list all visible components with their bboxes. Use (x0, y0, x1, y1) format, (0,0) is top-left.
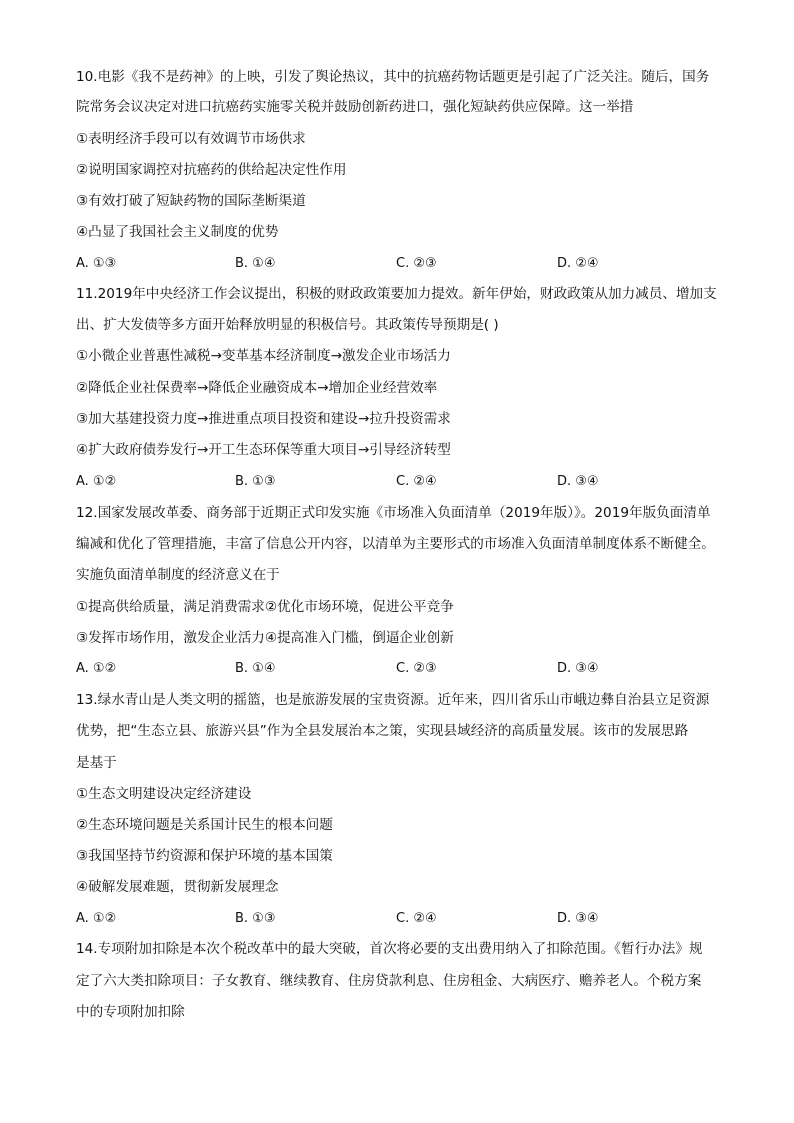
q12-option-d: D. ③④ (557, 661, 599, 676)
q12-stem-line-2: 编减和优化了管理措施，丰富了信息公开内容，以清单为主要形式的市场准入负面清单制度体系不断健全。 (76, 536, 715, 552)
q11-stem-line-1: 11.2019年中央经济工作会议提出，积极的财政政策要加力提效。新年伊始，财政政策从加力减员、增加支 (76, 286, 717, 302)
q13-item-2: ②生态环境问题是关系国计民生的根本问题 (76, 817, 333, 833)
q10-stem-line-2: 院常务会议决定对进口抗癌药实施零关税并鼓励创新药进口，强化短缺药供应保障。这一举措 (76, 99, 634, 115)
q11-option-b: B. ①③ (235, 474, 276, 489)
q13-item-1: ①生态文明建设决定经济建设 (76, 786, 252, 802)
q13-stem-line-1: 13.绿水青山是人类文明的摇篮，也是旅游发展的宝贵资源。近年来，四川省乐山市峨边彝自治县立足资源 (76, 692, 710, 708)
q13-options (76, 909, 721, 929)
q13-option-a: A. ①② (76, 911, 117, 926)
q11-item-3: ③加大基建投资力度→推进重点项目投资和建设→拉升投资需求 (76, 411, 451, 427)
q11-option-c: C. ②④ (396, 474, 437, 489)
q10-options (76, 254, 721, 274)
q13-option-c: C. ②④ (396, 911, 437, 926)
q13-option-d: D. ③④ (557, 911, 599, 926)
q13-option-b: B. ①③ (235, 911, 276, 926)
q12-item-2: ③发挥市场作用，激发企业活力④提高准入门槛，倒逼企业创新 (76, 630, 454, 646)
q10-item-2: ②说明国家调控对抗癌药的供给起决定性作用 (76, 162, 347, 178)
q10-option-c: C. ②③ (396, 256, 437, 271)
q10-stem-line-1: 10.电影《我不是药神》的上映，引发了舆论热议，其中的抗癌药物话题更是引起了广泛关注。随后，国务 (76, 69, 710, 85)
q12-options (76, 659, 721, 679)
q10-option-b: B. ①④ (235, 256, 276, 271)
q14-stem-line-3: 中的专项附加扣除 (76, 1004, 185, 1020)
q11-options (76, 472, 721, 492)
q12-option-c: C. ②③ (396, 661, 437, 676)
q12-item-1: ①提高供给质量，满足消费需求②优化市场环境，促进公平竞争 (76, 599, 454, 615)
q13-item-3: ③我国坚持节约资源和保护环境的基本国策 (76, 848, 333, 864)
q12-option-b: B. ①④ (235, 661, 276, 676)
q13-item-4: ④破解发展难题，贯彻新发展理念 (76, 879, 279, 895)
q11-option-d: D. ③④ (557, 474, 599, 489)
q12-stem-line-1: 12.国家发展改革委、商务部于近期正式印发实施《市场准入负面清单（2019年版）》。2019年版负面清单 (76, 505, 711, 521)
q10-item-4: ④凸显了我国社会主义制度的优势 (76, 224, 279, 240)
q12-option-a: A. ①② (76, 661, 117, 676)
q12-stem-line-3: 实施负面清单制度的经济意义在于 (76, 567, 280, 583)
q11-option-a: A. ①② (76, 474, 117, 489)
q10-item-3: ③有效打破了短缺药物的国际垄断渠道 (76, 193, 306, 209)
q14-stem-line-1: 14.专项附加扣除是本次个税改革中的最大突破，首次将必要的支出费用纳入了扣除范围。《暂行办法》规 (76, 941, 703, 957)
q10-option-a: A. ①③ (76, 256, 117, 271)
q11-item-4: ④扩大政府债券发行→开工生态环保等重大项目→引导经济转型 (76, 442, 451, 458)
q10-item-1: ①表明经济手段可以有效调节市场供求 (76, 131, 306, 147)
q11-stem-line-2: 出、扩大发债等多方面开始释放明显的积极信号。其政策传导预期是( ) (76, 317, 499, 333)
q11-item-2: ②降低企业社保费率→降低企业融资成本→增加企业经营效率 (76, 380, 438, 396)
q13-stem-line-2: 优势，把“生态立县、旅游兴县”作为全县发展治本之策，实现县域经济的高质量发展。该市的发展思路 (76, 723, 689, 739)
q13-stem-line-3: 是基于 (76, 755, 117, 771)
q10-option-d: D. ②④ (557, 256, 599, 271)
q14-stem-line-2: 定了六大类扣除项目：子女教育、继续教育、住房贷款利息、住房租金、大病医疗、赡养老人。个税方案 (76, 973, 702, 989)
q11-item-1: ①小微企业普惠性减税→变革基本经济制度→激发企业市场活力 (76, 348, 451, 364)
